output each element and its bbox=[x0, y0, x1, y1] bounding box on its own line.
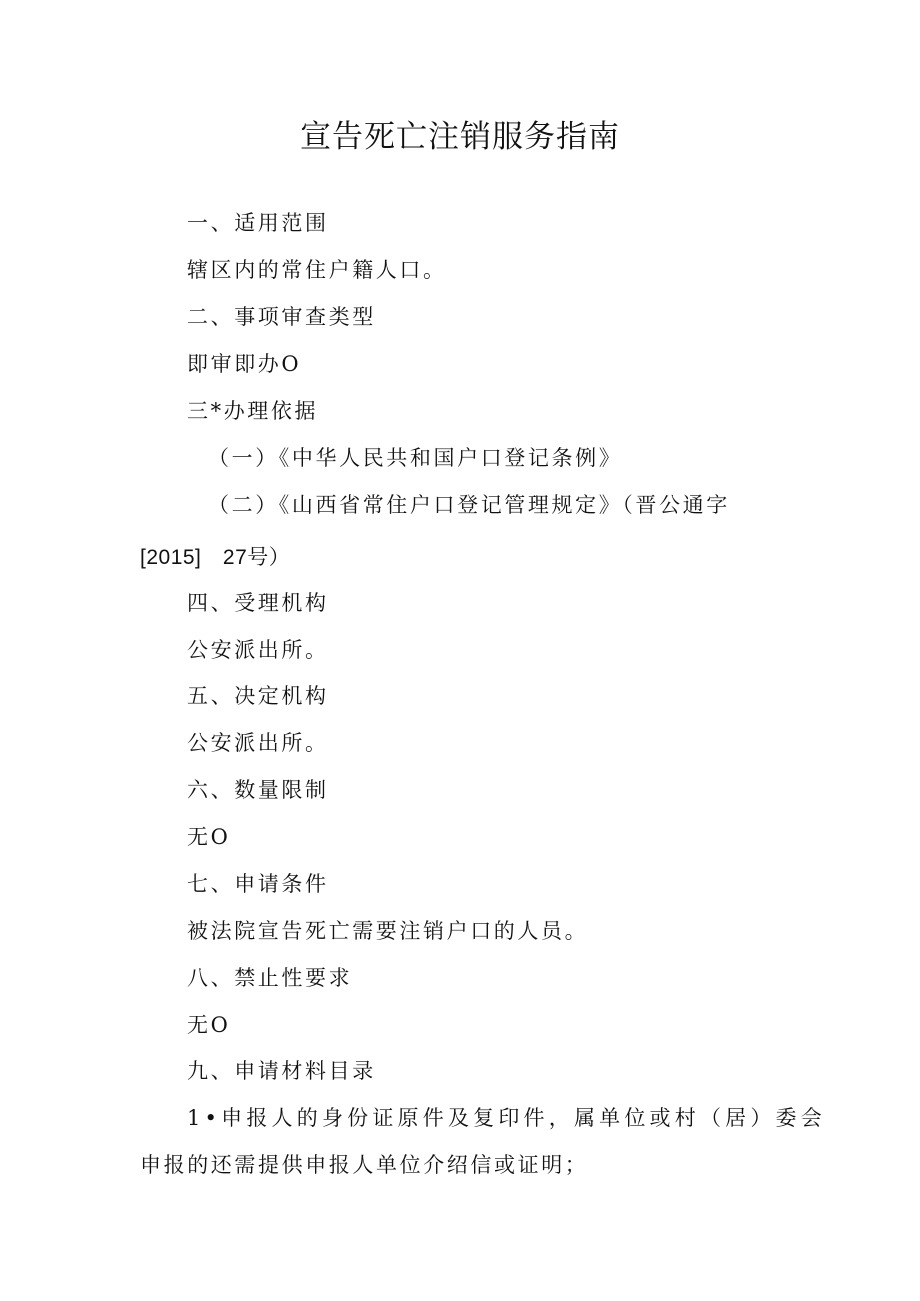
document-title: 宣告死亡注销服务指南 bbox=[300, 119, 620, 155]
section-heading-accepting-agency: 四、受理机构 bbox=[187, 591, 329, 615]
section-heading-review-type: 二、事项审查类型 bbox=[187, 305, 376, 329]
section-heading-materials-list: 九、申请材料目录 bbox=[187, 1059, 376, 1083]
legal-basis-item-1: （一）《中华人民共和国户口登记条例》 bbox=[208, 446, 623, 470]
section-content-deciding-agency: 公安派出所。 bbox=[187, 731, 329, 755]
section-heading-application-conditions: 七、申请条件 bbox=[187, 872, 329, 896]
materials-item-1-continuation: 申报的还需提供申报人单位介绍信或证明； bbox=[140, 1153, 589, 1177]
section-content-quantity-limit: 无O bbox=[187, 825, 231, 849]
legal-basis-item-2: （二）《山西省常住户口登记管理规定》（晋公通字 bbox=[208, 493, 730, 517]
section-heading-quantity-limit: 六、数量限制 bbox=[187, 778, 329, 802]
section-content-prohibited-requirements: 无O bbox=[187, 1013, 231, 1037]
section-heading-deciding-agency: 五、决定机构 bbox=[187, 684, 329, 708]
section-heading-prohibited-requirements: 八、禁止性要求 bbox=[187, 966, 353, 990]
legal-basis-item-2-continuation: [2015] 27号） bbox=[140, 546, 291, 569]
section-content-application-conditions: 被法院宣告死亡需要注销户口的人员。 bbox=[187, 919, 589, 943]
section-heading-scope: 一、适用范围 bbox=[187, 211, 329, 235]
section-content-scope: 辖区内的常住户籍人口。 bbox=[187, 258, 447, 282]
materials-item-1: 1•申报人的身份证原件及复印件，属单位或村（居）委会 bbox=[187, 1106, 826, 1130]
section-content-review-type: 即审即办O bbox=[187, 352, 302, 376]
section-heading-legal-basis: 三*办理依据 bbox=[187, 399, 319, 423]
section-content-accepting-agency: 公安派出所。 bbox=[187, 638, 329, 662]
